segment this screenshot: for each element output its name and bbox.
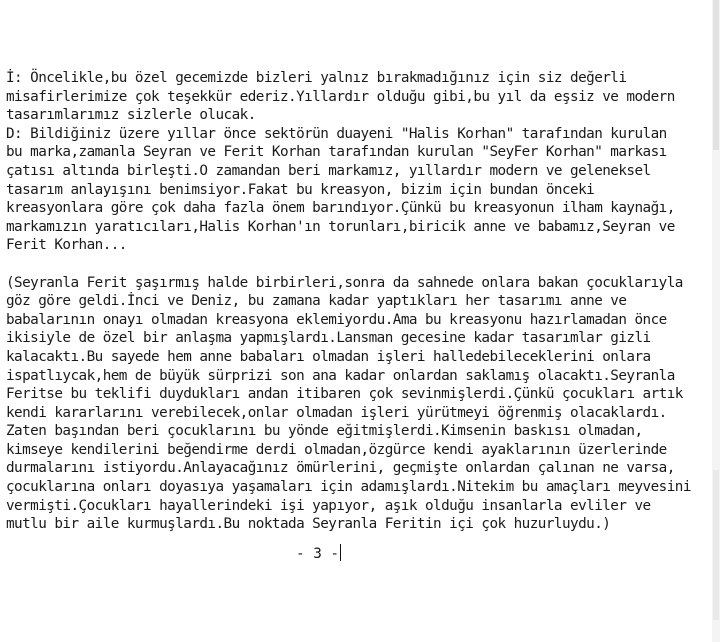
document-line: çocuklarına onları doyasıya yaşamaları için adamışlardı.Nitekim bu amaçları meyvesini: [6, 479, 691, 496]
document-body[interactable]: [6, 69, 706, 534]
document-line: misafirlerimize çok teşekkür ederiz.Yıllardır olduğu gibi,bu yıl da eşsiz ve modern: [6, 88, 675, 105]
document-line: Ferit Korhan...: [6, 237, 127, 254]
document-line: kendi kararlarını verebilecek,onlar olmadan işleri yürütmeyi öğrenmiş olacaklardı.: [6, 404, 667, 421]
vertical-scrollbar[interactable]: [712, 0, 720, 642]
page-number: [296, 544, 341, 564]
document-line: markamızın yaratıcıları,Halis Korhan'ın torunları,biricik anne ve babamız,Seyran ve: [6, 218, 675, 235]
document-line: ikisiyle de özel bir anlaşma yapmışlardı.Lansman gecesine kadar tasarımlar gizli: [6, 330, 651, 347]
document-line: Zaten başından beri çocuklarını bu yönde eğitmişlerdi.Kimsenin baskısı olmadan,: [6, 423, 643, 440]
page-number-text: - 3 -: [296, 546, 340, 562]
document-line: kreasyonlara göre çok daha fazla önem barındıyor.Çünkü bu kreasyonun ilham kaynağı,: [6, 200, 675, 217]
document-line: (Seyranla Ferit şaşırmış halde birbirleri,sonra da sahnede onlara bakan çocuklarıyla: [6, 274, 683, 291]
document-line: tasarımlarımız sizlerle olucak.: [6, 107, 256, 124]
document-line: ispatlıycak,hem de büyük sürprizi son ana kadar onlardan saklamış olacaktı.Seyranla: [6, 367, 675, 384]
scrollbar-thumb[interactable]: [713, 0, 719, 150]
document-line: kalacaktı.Bu sayede hem anne babaları olmadan işleri halledebileceklerini onlara: [6, 348, 651, 365]
document-line: tasarım anlayışını benimsiyor.Fakat bu kreasyon, bizim için bundan önceki: [6, 181, 595, 198]
document-line: durmalarını istiyordu.Anlayacağınız ömürlerini, geçmişte onlardan çalınan ne varsa,: [6, 460, 675, 477]
document-line: vermişti.Çocukları hayallerindeki işi yapıyor, aşık olduğu insanlarla evliler ve: [6, 497, 651, 514]
document-line: kimseye kendilerini beğendirme derdi olmadan,özgürce kendi ayaklarının üzerlerinde: [6, 441, 667, 458]
document-line: bu marka,zamanla Seyran ve Ferit Korhan tarafından kurulan "SeyFer Korhan" markası: [6, 144, 667, 161]
document-line: [6, 255, 706, 274]
document-line: mutlu bir aile kurmuşlardı.Bu noktada Seyranla Feritin içi çok huzurluydu.): [6, 516, 611, 533]
document-line: İ: Öncelikle,bu özel gecemizde bizleri yalnız bırakmadığınız için siz değerli: [6, 70, 627, 86]
scrollbar-track-segment: [713, 470, 719, 620]
document-line: D: Bildiğiniz üzere yıllar önce sektörün duayeni "Halis Korhan" tarafından kurulan: [6, 125, 667, 142]
document-line: babalarının onayı olmadan kreasyona eklemiyordu.Ama bu kreasyonu hazırlamadan önce: [6, 311, 667, 328]
document-line: Feritse bu teklifi duydukları andan itibaren çok sevinmişlerdi.Çünkü çocukları artık: [6, 386, 683, 403]
document-line: göz göre geldi.İnci ve Deniz, bu zamana kadar yaptıkları her tasarımı anne ve: [6, 293, 627, 310]
text-cursor: [340, 544, 341, 561]
document-line: çatısı altında birleşti.O zamandan beri markamız, yıllardır modern ve geleneksel: [6, 162, 651, 179]
